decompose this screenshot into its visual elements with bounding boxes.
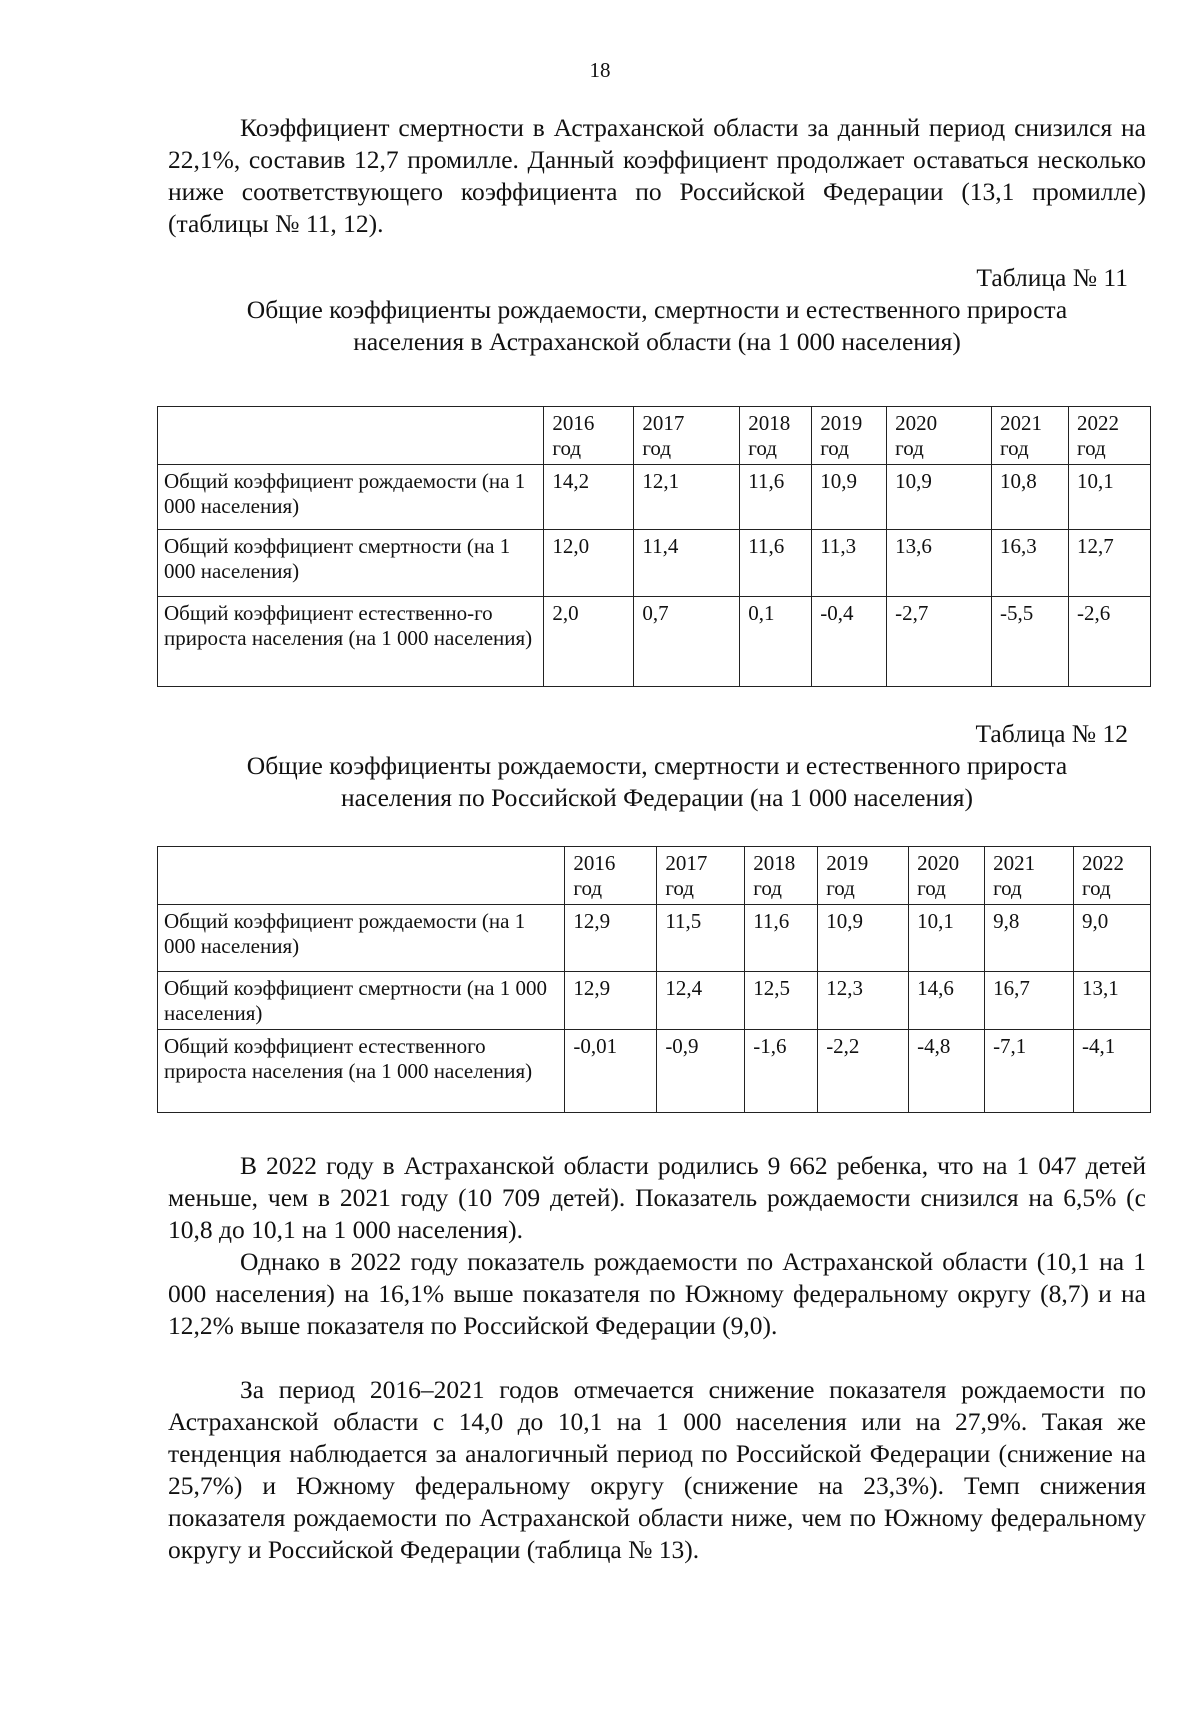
table-cell: -2,7 bbox=[887, 597, 992, 687]
table-cell: 0,1 bbox=[740, 597, 812, 687]
paragraph-births-2022: В 2022 году в Астраханской области родились 9 662 ребенка, что на 1 047 детей меньше, чем в 2021 году (10 709 детей). Показатель рождаемости снизился на 6,5% (с 10,8 до 10,1 на 1 000 населения). bbox=[168, 1151, 1146, 1244]
table-cell: -2,2 bbox=[818, 1030, 909, 1113]
table-11-number: Таблица № 11 bbox=[976, 263, 1128, 292]
table-12-year-header: 2022 год bbox=[1073, 847, 1150, 905]
paragraph-births-comparison: Однако в 2022 году показатель рождаемости по Астраханской области (10,1 на 1 000 населения) на 16,1% выше показателя по Южному федеральному округу (8,7) и на 12,2% выше показателя по Российской Федерации (9,0). bbox=[168, 1247, 1146, 1340]
table-cell: -0,9 bbox=[657, 1030, 745, 1113]
table-cell: -4,1 bbox=[1073, 1030, 1150, 1113]
table-cell: 10,9 bbox=[887, 465, 992, 530]
table-row bbox=[158, 597, 1151, 687]
table-cell: 12,7 bbox=[1069, 530, 1151, 597]
table-11-corner-cell bbox=[158, 407, 544, 465]
table-12 bbox=[157, 846, 1151, 1113]
table-row bbox=[158, 530, 1151, 597]
table-row bbox=[158, 1030, 1151, 1113]
table-cell: 16,3 bbox=[992, 530, 1069, 597]
table-12-corner-cell bbox=[158, 847, 565, 905]
table-cell: 11,3 bbox=[812, 530, 887, 597]
table-12-year-header: 2018 год bbox=[745, 847, 818, 905]
table-12-title-line1: Общие коэффициенты рождаемости, смертности и естественного прироста bbox=[246, 751, 1068, 780]
table-cell: 11,6 bbox=[745, 905, 818, 972]
table-cell: -1,6 bbox=[745, 1030, 818, 1113]
table-12-number: Таблица № 12 bbox=[975, 719, 1128, 748]
intro-paragraph: Коэффициент смертности в Астраханской области за данный период снизился на 22,1%, составив 12,7 промилле. Данный коэффициент продолжает оставаться несколько ниже соответствующего коэффициента по Российской Федерации (13,1 промилле) (таблицы № 11, 12). bbox=[168, 113, 1146, 238]
row-label: Общий коэффициент смертности (на 1 000 населения) bbox=[158, 530, 544, 597]
row-label: Общий коэффициент рождаемости (на 1 000 населения) bbox=[158, 905, 565, 972]
table-cell: 9,0 bbox=[1073, 905, 1150, 972]
table-12-title-line2: населения по Российской Федерации (на 1 000 населения) bbox=[340, 783, 974, 812]
table-11-year-header: 2021 год bbox=[992, 407, 1069, 465]
table-cell: 10,9 bbox=[812, 465, 887, 530]
table-11-title-line1: Общие коэффициенты рождаемости, смертности и естественного прироста bbox=[246, 295, 1068, 324]
table-row bbox=[158, 972, 1151, 1030]
table-cell: 10,9 bbox=[818, 905, 909, 972]
row-label: Общий коэффициент смертности (на 1 000 населения) bbox=[158, 972, 565, 1030]
table-cell: 12,3 bbox=[818, 972, 909, 1030]
table-11-year-header: 2019 год bbox=[812, 407, 887, 465]
table-12-year-header: 2019 год bbox=[818, 847, 909, 905]
table-cell: 9,8 bbox=[985, 905, 1074, 972]
table-cell: 13,6 bbox=[887, 530, 992, 597]
table-cell: 14,2 bbox=[544, 465, 634, 530]
table-11-year-header: 2017 год bbox=[634, 407, 740, 465]
table-cell: -7,1 bbox=[985, 1030, 1074, 1113]
table-cell: 12,0 bbox=[544, 530, 634, 597]
table-12-year-header: 2017 год bbox=[657, 847, 745, 905]
table-cell: -0,4 bbox=[812, 597, 887, 687]
table-11-year-header: 2016 год bbox=[544, 407, 634, 465]
table-cell: 10,1 bbox=[1069, 465, 1151, 530]
table-row bbox=[158, 465, 1151, 530]
table-cell: 11,6 bbox=[740, 465, 812, 530]
paragraph-births-trend: За период 2016–2021 годов отмечается снижение показателя рождаемости по Астраханской области с 14,0 до 10,1 на 1 000 населения или на 27,9%. Такая же тенденция наблюдается за аналогичный период по Российской Федерации (снижение на 25,7%) и Южному федеральному округу (снижение на 23,3%). Темп снижения показателя рождаемости по Астраханской области ниже, чем по Южному федеральному округу и Российской Федерации (таблица № 13). bbox=[168, 1375, 1146, 1564]
table-cell: 0,7 bbox=[634, 597, 740, 687]
table-cell: 12,9 bbox=[565, 905, 657, 972]
table-cell: 16,7 bbox=[985, 972, 1074, 1030]
table-cell: 12,1 bbox=[634, 465, 740, 530]
row-label: Общий коэффициент естественного прироста населения (на 1 000 населения) bbox=[158, 1030, 565, 1113]
table-11-year-header: 2022 год bbox=[1069, 407, 1151, 465]
table-cell: 2,0 bbox=[544, 597, 634, 687]
table-12-year-header: 2021 год bbox=[985, 847, 1074, 905]
table-cell: 13,1 bbox=[1073, 972, 1150, 1030]
row-label: Общий коэффициент естественно-го прироста населения (на 1 000 населения) bbox=[158, 597, 544, 687]
table-12-year-header: 2016 год bbox=[565, 847, 657, 905]
table-cell: 11,4 bbox=[634, 530, 740, 597]
row-label: Общий коэффициент рождаемости (на 1 000 населения) bbox=[158, 465, 544, 530]
table-cell: -0,01 bbox=[565, 1030, 657, 1113]
table-cell: 12,4 bbox=[657, 972, 745, 1030]
table-12-header-row bbox=[158, 847, 1151, 905]
table-11-title-line2: населения в Астраханской области (на 1 000 населения) bbox=[353, 327, 961, 356]
table-11-header-row bbox=[158, 407, 1151, 465]
table-11-year-header: 2018 год bbox=[740, 407, 812, 465]
table-cell: -5,5 bbox=[992, 597, 1069, 687]
table-12-year-header: 2020 год bbox=[909, 847, 985, 905]
table-cell: 10,8 bbox=[992, 465, 1069, 530]
table-row bbox=[158, 905, 1151, 972]
table-cell: 11,6 bbox=[740, 530, 812, 597]
table-cell: 12,9 bbox=[565, 972, 657, 1030]
table-cell: 14,6 bbox=[909, 972, 985, 1030]
table-cell: 10,1 bbox=[909, 905, 985, 972]
page-number: 18 bbox=[589, 58, 611, 82]
table-11 bbox=[157, 406, 1151, 687]
table-cell: 12,5 bbox=[745, 972, 818, 1030]
table-cell: -2,6 bbox=[1069, 597, 1151, 687]
table-cell: 11,5 bbox=[657, 905, 745, 972]
table-cell: -4,8 bbox=[909, 1030, 985, 1113]
table-11-year-header: 2020 год bbox=[887, 407, 992, 465]
